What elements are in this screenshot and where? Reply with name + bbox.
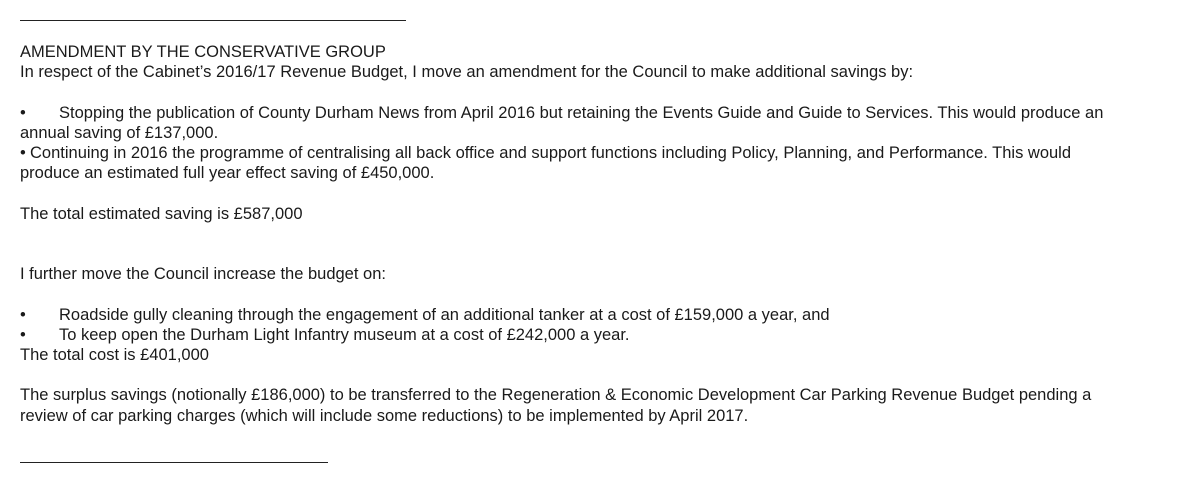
increase-intro: I further move the Council increase the budget on: xyxy=(20,265,386,284)
surplus-paragraph xyxy=(20,385,1185,425)
top-divider xyxy=(20,20,406,21)
spacer xyxy=(20,183,1185,203)
saving-item-text-continued: produce an estimated full year effect saving of £450,000. xyxy=(20,164,435,183)
saving-item-text: Stopping the publication of County Durham News from April 2016 but retaining the Events Guide and Guide to Services. This would produce an xyxy=(59,103,1104,122)
surplus-text-continued: review of car parking charges (which will include some reductions) to be implemented by April 2017. xyxy=(20,406,749,425)
increase-item-dli-museum xyxy=(20,325,1185,345)
bullet-marker: • xyxy=(20,103,26,122)
saving-item-publication xyxy=(20,103,1185,143)
spacer xyxy=(20,224,1185,264)
spacer xyxy=(20,365,1185,385)
spacer xyxy=(20,284,1185,304)
increase-item-gully-cleaning xyxy=(20,305,1185,325)
total-cost: The total cost is £401,000 xyxy=(20,345,209,364)
bullet-marker: • xyxy=(20,305,26,324)
spacer xyxy=(20,82,1185,102)
amendment-document xyxy=(20,42,1185,426)
saving-item-text: Continuing in 2016 the programme of centralising all back office and support functions including Policy, Planning, and Performance. This would xyxy=(30,144,1072,162)
total-saving: The total estimated saving is £587,000 xyxy=(20,204,303,223)
saving-item-back-office xyxy=(20,143,1185,183)
increase-item-text: To keep open the Durham Light Infantry museum at a cost of £242,000 a year. xyxy=(59,325,630,344)
amendment-intro: In respect of the Cabinet’s 2016/17 Revenue Budget, I move an amendment for the Council to make additional savings by: xyxy=(20,63,914,82)
bullet-marker: • xyxy=(20,144,26,162)
surplus-text: The surplus savings (notionally £186,000) to be transferred to the Regeneration & Economic Development Car Parking Revenue Budget pending a xyxy=(20,386,1092,405)
increase-item-text: Roadside gully cleaning through the engagement of an additional tanker at a cost of £159,000 a year, and xyxy=(59,305,830,324)
bottom-divider xyxy=(20,462,328,463)
bullet-marker: • xyxy=(20,325,26,344)
saving-item-text-continued: annual saving of £137,000. xyxy=(20,123,219,142)
amendment-heading: AMENDMENT BY THE CONSERVATIVE GROUP xyxy=(20,43,386,61)
